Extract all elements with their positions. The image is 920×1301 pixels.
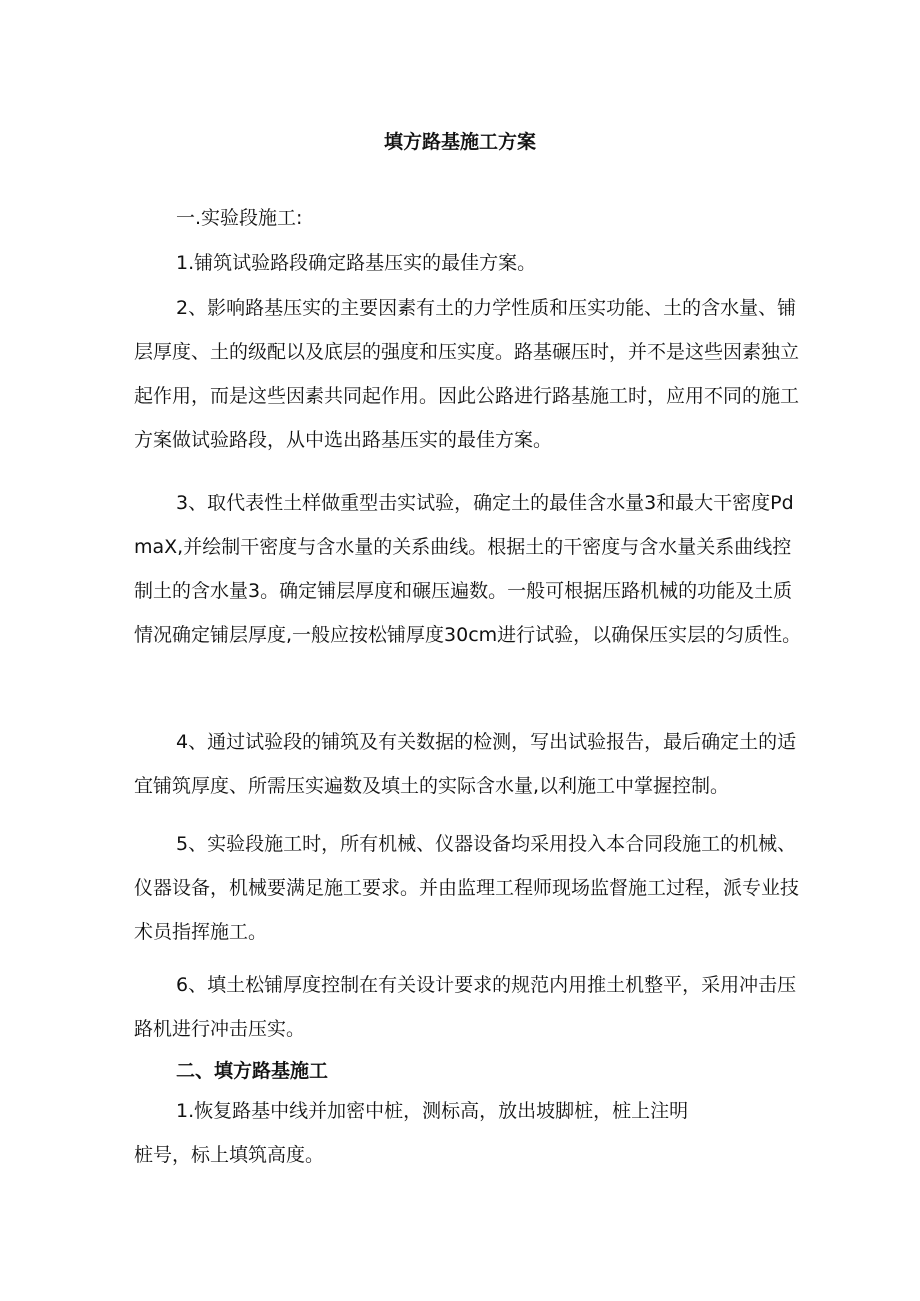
section1-item-2: 2、影响路基压实的主要因素有土的力学性质和压实功能、土的含水量、铺层厚度、土的级配以及底层的强度和压实度。路基碾压时，并不是这些因素独立起作用，而是这些因素共同起作用。因此公路进行路基施工时，应用不同的施工方案做试验路段，从中选出路基压实的最佳方案。 [134,297,800,451]
section2-item-1-line-1: 1.恢复路基中线并加密中桩，测标高，放出坡脚桩，桩上注明 [176,1100,689,1122]
section1-item-5: 5、实验段施工时，所有机械、仪器设备均采用投入本合同段施工的机械、仪器设备，机械要满足施工要求。并由监理工程师现场监督施工过程，派专业技术员指挥施工。 [134,833,800,943]
section1-item-6: 6、填土松铺厚度控制在有关设计要求的规范内用推土机整平，采用冲击压路机进行冲击压实。 [134,974,797,1040]
section2-item-1-line-2: 桩号，标上填筑高度。 [134,1144,325,1166]
section1-item-1: 1.铺筑试验路段确定路基压实的最佳方案。 [176,252,537,274]
section2-heading: 二、填方路基施工 [176,1060,329,1082]
section1-item-3: 3、取代表性土样做重型击实试验，确定土的最佳含水量3和最大干密度PdmaX,并绘制干密度与含水量的关系曲线。根据土的干密度与含水量关系曲线控制土的含水量3。确定铺层厚度和碾压遍数。一般可根据压路机械的功能及土质情况确定铺层厚度,一般应按松铺厚度30cm进行试验，以确保压实层的匀质性。 [134,492,802,646]
document-title: 填方路基施工方案 [383,131,536,153]
section1-item-4: 4、通过试验段的铺筑及有关数据的检测，写出试验报告，最后确定土的适宜铺筑厚度、所需压实遍数及填土的实际含水量,以利施工中掌握控制。 [134,731,797,797]
section1-heading: 一.实验段施工: [176,207,303,229]
